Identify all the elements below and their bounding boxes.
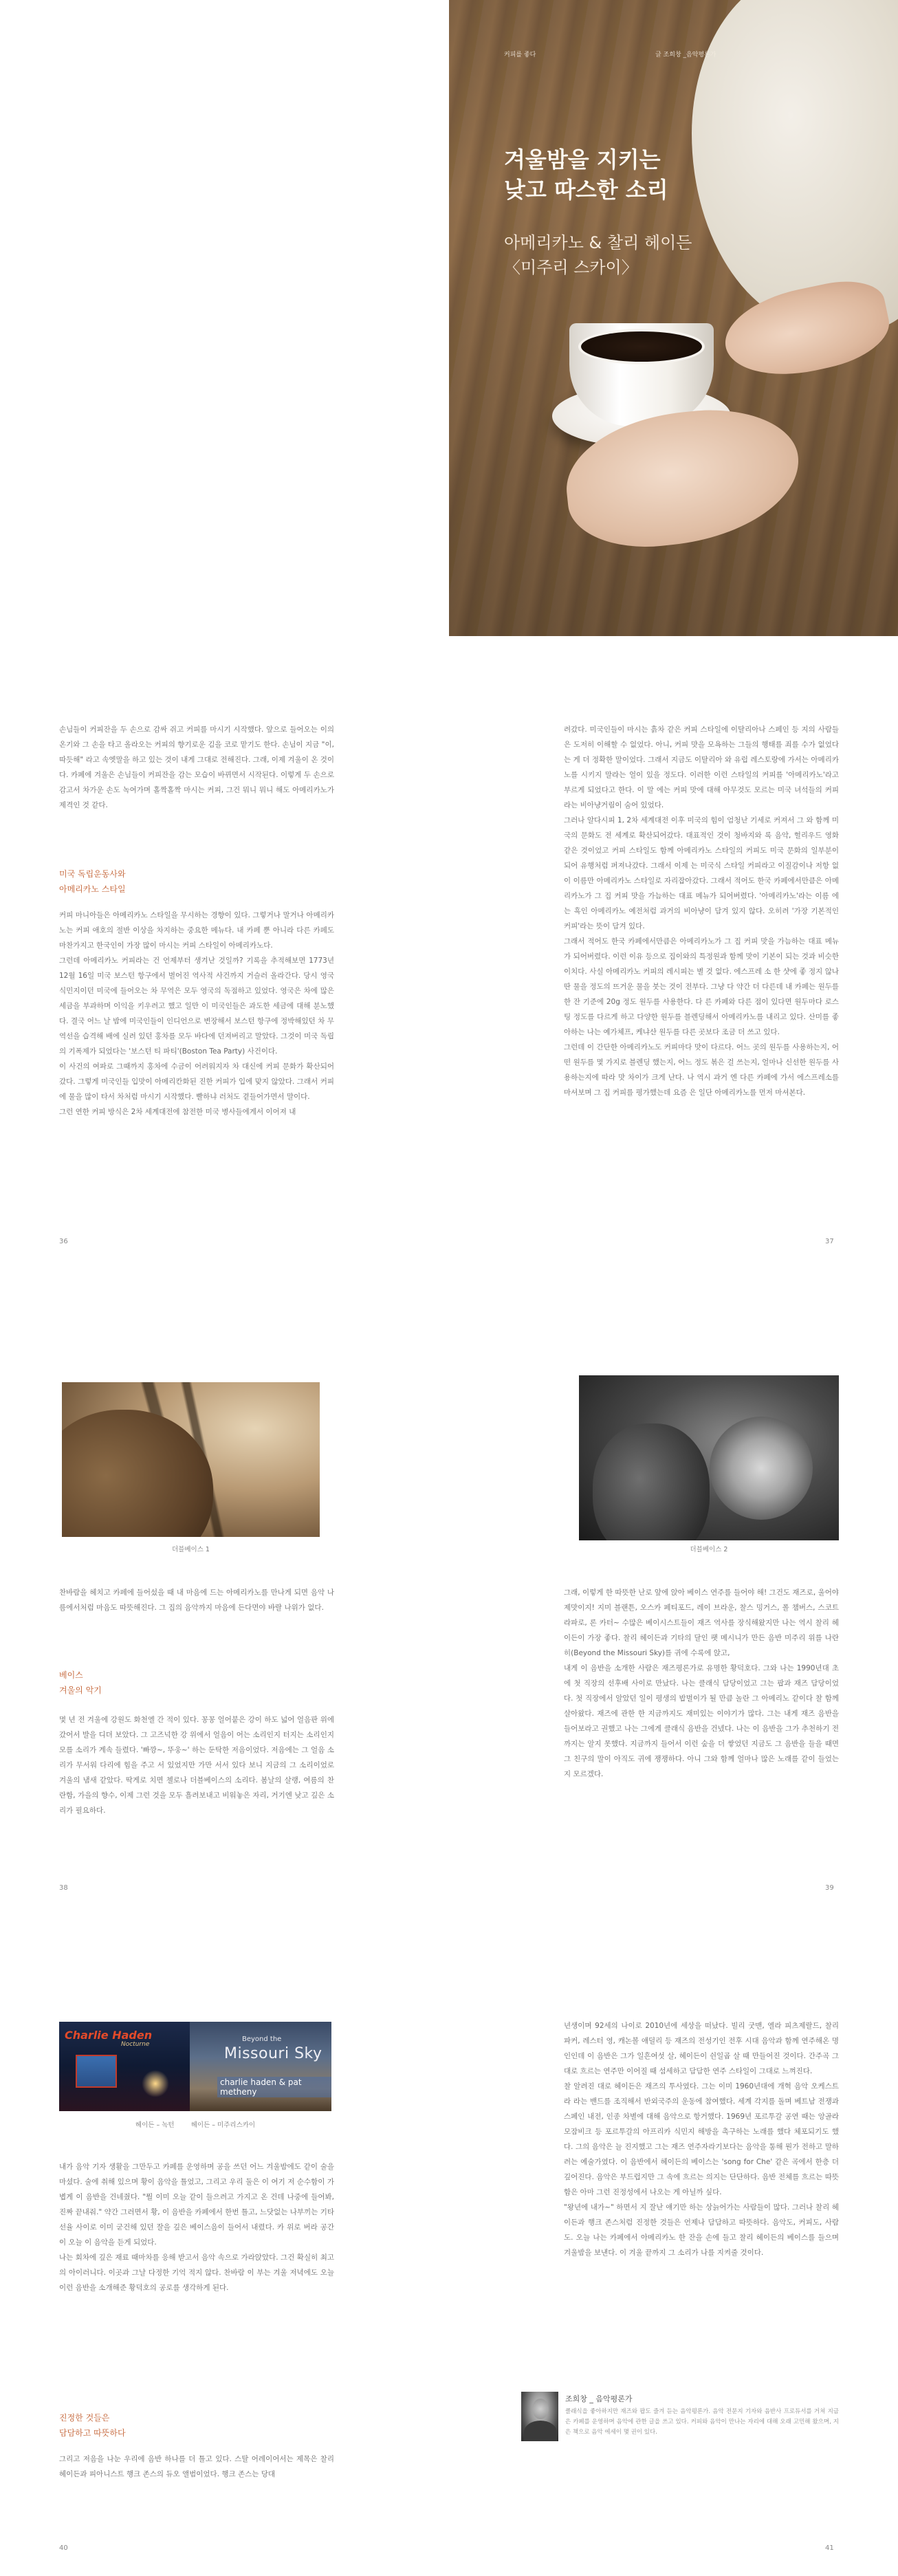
author-credit: 글 조희창 _음악평론가 [655,52,716,58]
author-name: 조희창 _ 음악평론가 [565,2394,633,2403]
page40-body: 그리고 저음을 나눈 우리에 음반 하나를 더 틀고 있다. 스탈 어레이어서는 제목은 찰리 헤이든과 피아니스트 행크 존스의 듀오 앨범이었다. 행크 존스는 당대 [59,2455,334,2478]
page37-body: 려갔다. 미국인들이 마시는 흙차 같은 커피 스타일에 이탈리아나 스페인 등 지의 사람들은 도저히 이해할 수 없었다. 아니, 커피 맛을 모욕하는 그들의 행태를 죄를 수가 없었다는 게 더 정확한 말이었다. 그래서 지금도 이탈리아 와 유럽 레스토랑에 가서는 아메리카노를 시키지 말라는 얼이 있을 정도다. 이러한 이런 스타일의 커피를 '아메리카노'라고 부르게 되었다고 한다. 이 말 에는 커피 맛에 대해 아무것도 모르는 미국 녀석들의 커피라는 비아냥거림이 숨어 있었다. 그러나 알다시피 1, 2차 세계대전 이후 미국의 힘이 엄청난 기세로 커져서 그 와 함께 미국의 문화도 전 세계로 확산되어갔다. 대표적인 것이 청바지와 록 음악, 헐리우드 영화 같은 것이었고 커피 스타일도 함께 아메리카노 스타일의 커피도 미국 문화의 일부분이 되어 유행처럼 퍼져나갔다. 그래서 이제 는 미국식 스타일 커피라고 이질감이나 저항 없이 이름만 아메리카노 스타일로 자리잡아갔다. 그래서 적어도 한국 카페에서만큼은 아메리카노가 그 집 커피 맛을 가늠하는 대표 메뉴가 되어버렸다. '아메리카노'라는 이름 에는 흑인 아메리카노 예전처럼 과거의 비아냥이 담겨 있지 않다. 오히려 '가장 기본적인 커피'라는 뜻이 담겨 있다. 그래서 적어도 한국 카페에서만큼은 아메리카노가 그 집 커피 맛을 가늠하는 대표 메뉴가 되어버렸다. 이런 이유 등으로 집이와의 특정원과 함께 맛이 기본이 되는 것과 비슷한 이치다. 사실 아메리카노 커피의 레시피는 별 것 없다. 에스프레 소 한 샷에 좋 정지 않나 딴 물을 정도의 뜨거운 물을 붓는 것이 전부다. 그냥 다 약간 더 다른데 내 카페는 원두를 한 잔 기준에 20g 정도 원두를 사용한다. 다 른 카페와 다른 점이 있다면 원두마다 로스팅 정도를 다르게 하고 다양한 원두를 블렌딩해서 아메리카노를 내리고 있다. 산미를 좋아하는 나는 예가체프, 케냐산 원두를 다른 곳보다 조금 더 쓰고 있다. 그런데 이 간단한 아메리카노도 커피마다 맛이 다르다. 어느 곳의 원두를 사용하는지, 어떤 원두를 몇 가지로 블렌딩 했는지, 어느 정도 볶은 걸 쓰는지, 얼마나 신선한 원두를 사용하는지에 따라 맛 차이가 크게 난다. 나 역시 과거 엔 다른 카페에 가서 에스프레소를 마셔보며 그 집 커피를 평가했는데 요즘 은 일단 아메리카노를 먼저 마셔본다. [564,725,839,1097]
page38-subheading: 베이스 겨울의 악기 [59,1670,102,1695]
page-number-36: 36 [59,1238,68,1245]
album-captions: 헤이든 – 녹턴 헤이든 – 미주리스카이 [135,2121,256,2129]
article-subtitle: 아메리카노 & 찰리 헤이든 〈미주리 스카이〉 [504,233,692,277]
page38-intro: 찬바람을 헤치고 카페에 들어섰을 때 내 마음에 드는 아메리카노를 만나게 되면 음악 나름에서처럼 마음도 따뜻해진다. 그 집의 음악까지 마음에 든다면야 바랄 나위가 없다. [59,1589,334,1612]
album-artist: Charlie Haden [65,2029,153,2042]
page-number-37: 37 [825,1238,834,1245]
page40-intro: 내가 음악 기자 생활을 그만두고 카페를 운영하며 공을 쓰던 어느 겨울밤에도 같이 술을 마셨다. 술에 취해 있으며 황이 음악을 틀었고, 그리고 우리 둘은 이 여기 저 순수함이 가볍게 이 음반을 건네줬다. "뭘 이미 오늘 같이 들으려고 가지고 온 건데 나중에 들어봐, 진짜 끝내줘." 약간 그러면서 황, 이 음반을 카페에서 한번 틀고, 느닷없는 나부끼는 기타 선율 사이로 이미 굳건해 있던 잘을 깊은 베이스음이 들어서 내렸다. 카 위로 버라 공간이 오늘 이 음악을 듣게 되었다. 나는 회차에 깊은 재료 때마차를 응해 받고서 음악 속으로 가라앉았다. 그건 확실히 최고의 아이러니다. 이곳과 그날 다정한 기억 적지 않다. 찬바람 이 부는 겨울 저녁에도 오늘 이런 음반을 소개해준 황덕호의 공로를 생각하게 된다. [59,2163,334,2292]
album-cover-missouri-sky [190,2022,331,2111]
page-number-38: 38 [59,1884,68,1892]
page41-body: 년생이며 92세의 나이로 2010년에 세상을 떠났다. 빌리 굿맨, 엘라 피츠제랄드, 찰리 파커, 레스터 영, 캐논볼 애덜리 등 재즈의 전성기인 전후 시대 음악과 함께 연주해온 명인인데 이 음반은 그가 일흔여섯 살, 헤이든이 쉰일곱 살 때 만들어진 것이다. 간주곡 그대로 흐르는 연주만 이어질 때 섬세하고 담담한 연주 스타일이 그대로 느껴진다. 찰 알려진 대로 헤이든은 재즈의 투사였다. 그는 이미 1960년대에 개혁 음악 오케스트라 라는 밴드를 조직해서 반외국주의 운동에 참여했다. 세계 각지를 돌며 베트남 전쟁과 스페인 내전, 인종 차별에 대해 음악으로 항거했다. 1969년 포르투갈 공연 때는 앙골라 모잠비크 등 포르투갈의 아프리카 식민지 해방을 촉구하는 노래를 했다 체포되기도 했다. 그의 음악은 늘 진지했고 그는 재즈 연주자라기보다는 음악을 통해 뭔가 전하고 말하려는 예술가였다. 이 음반에서 헤이든의 베이스는 'song for Che' 같은 곡에서 한층 더 깊어진다. 음악은 부드럽지만 그 속에 흐르는 의지는 단단하다. 음반 전체를 흐르는 따뜻함은 아마 그런 진정성에서 나오는 게 아닐까 싶다. "왕년에 내가~" 하면서 지 잘난 얘기만 하는 상늙어가는 사람들이 많다. 그러나 찰리 헤이든과 행크 존스처럼 진정한 것들은 언제나 담담하고 따뜻하다. 음악도, 커피도, 사람도. 오늘 나는 카페에서 아메리카노 한 잔을 손에 들고 찰리 헤이든의 베이스를 들으며 겨울밤을 보낸다. 이 겨울 끝까지 그 소리가 나를 지켜줄 것이다. [564,2022,839,2257]
album-title-line1: Beyond the [242,2035,282,2043]
article-title: 겨울밤을 지키는 낮고 따스한 소리 [504,146,668,203]
double-bass-body [593,1423,710,1540]
page36-intro: 손님들이 커피잔을 두 손으로 감싸 쥐고 커피를 마시기 시작했다. 앞으로 들어오는 이의 온기와 그 손을 타고 올라오는 커피의 향기로운 김을 코로 맡기도 한다. 손님이 지금 "이, 따듯해" 라고 속엣말을 하고 있는 것이 내게 그대로 전해진다. 그래, 이제 겨울이 온 것이다. 카페에 겨울은 손님들이 커피잔을 감는 모습이 바뀌면서 시작된다. 이렇게 두 손으로 감고서 차가운 손도 녹여가며 홀짝홀짝 마시는 커피, 그건 뭐니 뭐니 해도 아메리카노가 제격인 것 같다. [59,725,334,809]
author-bio: 클래식을 좋아하지만 재즈와 팝도 즐겨 듣는 음악평론가. 음악 전문지 기자와 음반사 프로듀서를 거쳐 지금은 카페를 운영하며 음악에 관한 글을 쓰고 있다. 커피와 음악이 만나는 자리에 대해 오래 고민해 왔으며, 지은 책으로 음악 에세이 몇 권이 있다. [565,2408,839,2436]
double-bass-body [62,1410,213,1537]
album-cover-nocturne [59,2022,190,2111]
coffee-surface [578,329,705,364]
author-shoulders [524,2421,557,2441]
neon-sign [76,2055,117,2088]
page-number-40: 40 [59,2544,68,2552]
sweater-sleeve [692,0,898,330]
hand-upper [717,272,896,387]
section-label: 커피를 좋다 [504,52,536,58]
album-title: Nocturne [121,2041,150,2048]
page36-body: 커피 마니아들은 아메리카노 스타일을 무시하는 경향이 있다. 그렇거나 말거나 아메리카노는 커피 애호의 절반 이상을 차지하는 중요한 메뉴다. 내 카페 뿐 아니라 다른 카페도 마찬가지고 한국인이 가장 많이 마시는 커피 스타일이 아메리카노다. 그런데 아메리카노 커피라는 건 언제부터 생겨난 것일까? 기록을 추적해보면 1773년 12월 16일 미국 보스턴 항구에서 벌어진 역사적 사건까지 거슬러 올라간다. 당시 영국 식민지이던 미국에 들어오는 차 무역은 모두 영국의 독점하고 있었다. 영국은 차에 많은 세금을 부과하며 이익을 키우려고 했고 일만 이 미국인들은 과도한 세금에 대해 분노했다. 결국 어느 날 밤에 미국인들이 인디언으로 변장해서 보스턴 항구에 정박해있던 차 무역선을 습격해 배에 실려 있던 홍차를 모두 바다에 던져버리고 말았다. 그것이 미국 독립의 기폭제가 되었다는 '보스턴 티 파티'(Boston Tea Party) 사건이다. 이 사건의 여파로 그때까지 홍차에 수금이 어려워지자 차 대신에 커피 문화가 확산되어갔다. 그렇게 미국인들 입맛이 아메리칸화된 진한 커피가 입에 맞지 않았다. 그래서 커피에 물을 많이 타서 차처럼 마시기 시작했다. 빨하냐 러처도 곁들어가면서 말이다. 그런 연한 커피 방식은 2차 세계대전에 참전한 미국 병사들에게서 이어져 내 [59,911,334,1116]
street-lamp [142,2070,169,2097]
album-artists: charlie haden & pat metheny [217,2077,331,2097]
double-bass-photo-2 [579,1375,839,1540]
double-bass-photo-1 [62,1382,320,1537]
page-number-41: 41 [825,2544,834,2552]
author-head [532,2399,549,2419]
page-number-39: 39 [825,1884,834,1892]
cover-photo [449,0,898,636]
photo-caption-1: 더블베이스 1 [172,1546,210,1553]
page40-subheading: 진정한 것들은 담담하고 따뜻하다 [59,2413,126,2438]
photo-caption-2: 더블베이스 2 [690,1546,728,1553]
page39-body: 그래, 이렇게 한 따뜻한 난로 앞에 앉아 베이스 연주를 들어야 해! 그건도 재즈로, 울어야 제맛이지! 지미 블랜튼, 오스카 페티포드, 레이 브라운, 찰스 밍거스, 폴 챔버스, 스코트 라파로, 론 카터~ 수많은 베이시스트들이 재즈 역사를 장식해왔지만 나는 역시 찰리 헤이든이 가장 좋다. 찰리 헤이든과 기타의 달인 팻 메시니가 만든 음반 미주리 위를 나란히(Beyond the Missouri Sky)를 귀에 수록에 앉고, 내게 이 음반을 소개한 사람은 재즈평론가로 유명한 황덕호다. 그와 나는 1990년대 초에 첫 직장의 선후배 사이로 만났다. 나는 클래식 담당이었고 그는 팝과 재즈 담당이었다. 첫 직장에서 알았던 일이 평생의 밥벌이가 될 만큼 놀란 그 아메리노 같이다 찰 함께 살아왔다. 재즈에 관한 한 지금까지도 재미있는 이야기가 많다. 그는 내게 재즈 음반을 들어보라고 권했고 나는 그에게 클래식 음반을 건넸다. 나는 이 음반을 그가 추천하기 전까지는 알지 못했다. 지금까지 들어서 이런 숲을 더 쌓었던 지금도 그 음반을 들을 때면 그 친구의 말이 아직도 귀에 쟁쟁하다. 아니 그와 함께 얼마나 많은 노래를 같이 들었는지 모르겠다. [564,1589,839,1778]
album-title-line2: Missouri Sky [224,2045,322,2062]
page36-subheading: 미국 독립운동사와 아메리카노 스타일 [59,869,126,894]
drum-cymbal [710,1417,813,1520]
author-photo [521,2392,558,2441]
page38-body: 몇 년 전 겨울에 강원도 화천엘 간 적이 있다. 꽁꽁 얼어붙은 강이 하도 넓어 얼음판 위에 갔어서 발을 디뎌 보았다. 그 고즈넉한 강 위에서 얼음이 어는 소리인지 터지는 소리인지 모를 소리가 계속 들렸다. '빠깡~, 뚜웅~' 하는 둔탁한 저음이었다. 저음에는 그 얼음 소리가 무서워 다리에 힘을 주고 서 있었지만 가만 서서 있다 보니 지금의 그 소리이었로 겨울의 냄새 같았다. 딱게로 치면 첼로나 더블베이스의 소리다. 봄날의 살랭, 여름의 찬란함, 가을의 향수, 이제 그런 것을 모두 흘려보내고 비워놓은 자리, 거기엔 낮고 깊은 소리가 필요하다. [59,1716,334,1815]
